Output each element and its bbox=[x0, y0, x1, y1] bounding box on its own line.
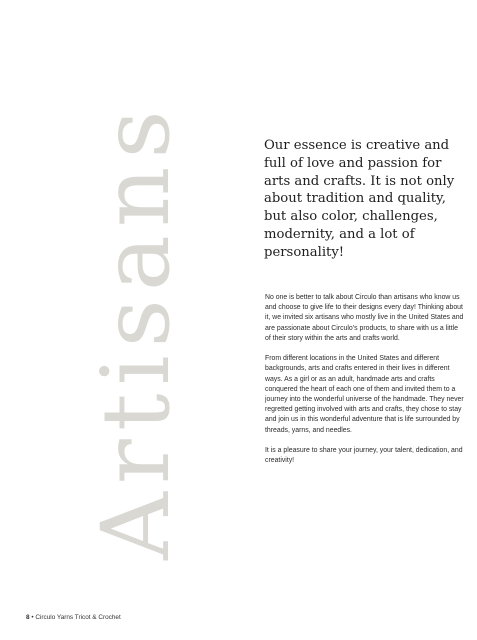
page-footer bbox=[26, 614, 121, 622]
intro-headline: Our essence is creative and full of love and passion for arts and crafts. It is not only about tradition and quality, but also color, challenges, modernity, and a lot of personality! bbox=[264, 138, 455, 260]
vertical-section-title: Artisans bbox=[82, 102, 191, 560]
footer-separator: • bbox=[29, 614, 36, 621]
paragraph: From different locations in the United States and different backgrounds, arts and crafts entered in their lives in different ways. As a girl or as an adult, handmade arts and crafts conquered the heart of each one of them and invited them to a journey into the wonderful universe of the handmade. They never regretted getting involved with arts and crafts, they chose to stay and join us in this wonderful adventure that is life surrounded by threads, yarns, and needles. bbox=[265, 355, 464, 434]
paragraph: No one is better to talk about Circulo than artisans who know us and choose to give life to their designs every day! Thinking about it, we invited six artisans who mostly live in the United States and are passionate about Circulo’s products, to share with us a little of their story within the arts and crafts world. bbox=[265, 294, 464, 342]
publication-name: Circulo Yarns Tricot & Crochet bbox=[35, 614, 121, 621]
paragraph: It is a pleasure to share your journey, your talent, dedication, and creativity! bbox=[265, 447, 463, 465]
page-number: 8 bbox=[26, 614, 30, 621]
body-text bbox=[265, 293, 465, 477]
